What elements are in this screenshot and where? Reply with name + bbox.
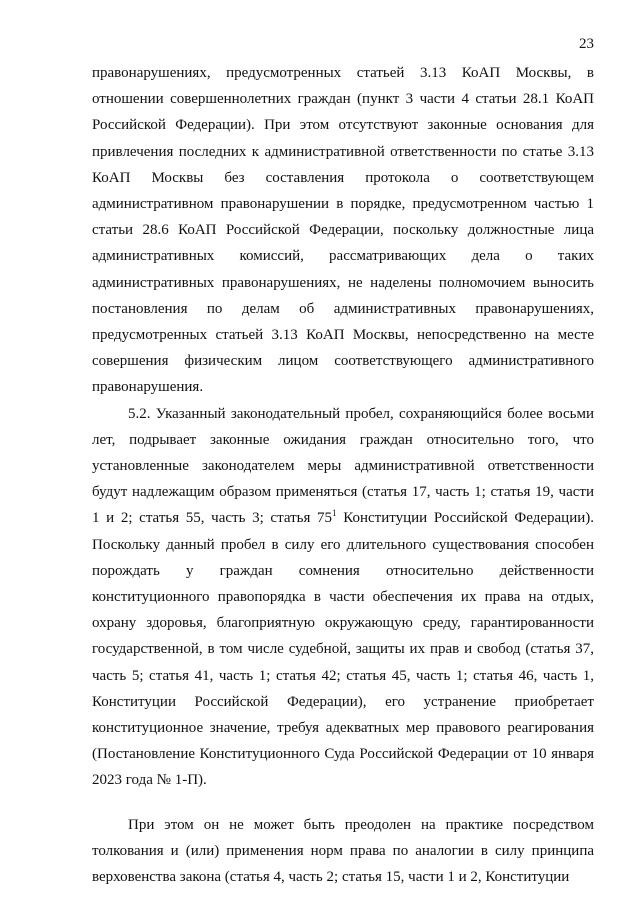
superscript-1: 1 <box>332 508 337 519</box>
paragraph-3: При этом он не может быть преодолен на практике посредством толкования и (или) применения норм права по аналогии в силу принципа верховенства закона (статья 4, часть 2; статья 15, части 1 и 2, Конституции <box>92 816 594 886</box>
paragraph-2-text: 5.2. Указанный законодательный пробел, сохраняющийся более восьми лет, подрывает законные ожидания граждан относительно того, что установленные законодателем меры административной ответственности будут надлежащим образом применяться (статья 17, часть 1; статья 19, части 1 и 2; статья 55, часть 3; статья 75 <box>92 405 594 527</box>
page-number: 23 <box>579 36 594 52</box>
paragraph-2-text-continued: Конституции Российской Федерации). Поскольку данный пробел в силу его длительного существования способен порождать у граждан сомнения относительно действенности конституционного правопорядка в части обеспечения их права на отдых, охрану здоровья, благоприятную окружающую среду, гарантированности государственной, в том числе судебной, защиты их прав и свобод (статья 37, часть 5; статья 41, часть 1; статья 42; статья 45, часть 1; статья 46, часть 1, Конституции Российской Федерации), его устранение приобретает конституционное значение, требуя адекватных мер правового реагирования (Постановление Конституционного Суда Российской Федерации от 10 января 2023 года № 1-П). <box>92 510 594 789</box>
paragraph-2 <box>92 401 594 794</box>
paragraph-1: правонарушениях, предусмотренных статьей 3.13 КоАП Москвы, в отношении совершеннолетних граждан (пункт 3 части 4 статьи 28.1 КоАП Российской Федерации). При этом отсутствуют законные основания для привлечения последних к административной ответственности по статье 3.13 КоАП Москвы без составления протокола о соответствующем административном правонарушении в порядке, предусмотренном частью 1 статьи 28.6 КоАП Российской Федерации, поскольку должностные лица административных комиссий, рассматривающих дела о таких административных правонарушениях, не наделены полномочием выносить постановления по делам об административных правонарушениях, предусмотренных статьей 3.13 КоАП Москвы, непосредственно на месте совершения физическим лицом соответствующего административного правонарушения. <box>92 65 594 396</box>
document-body <box>92 60 594 890</box>
